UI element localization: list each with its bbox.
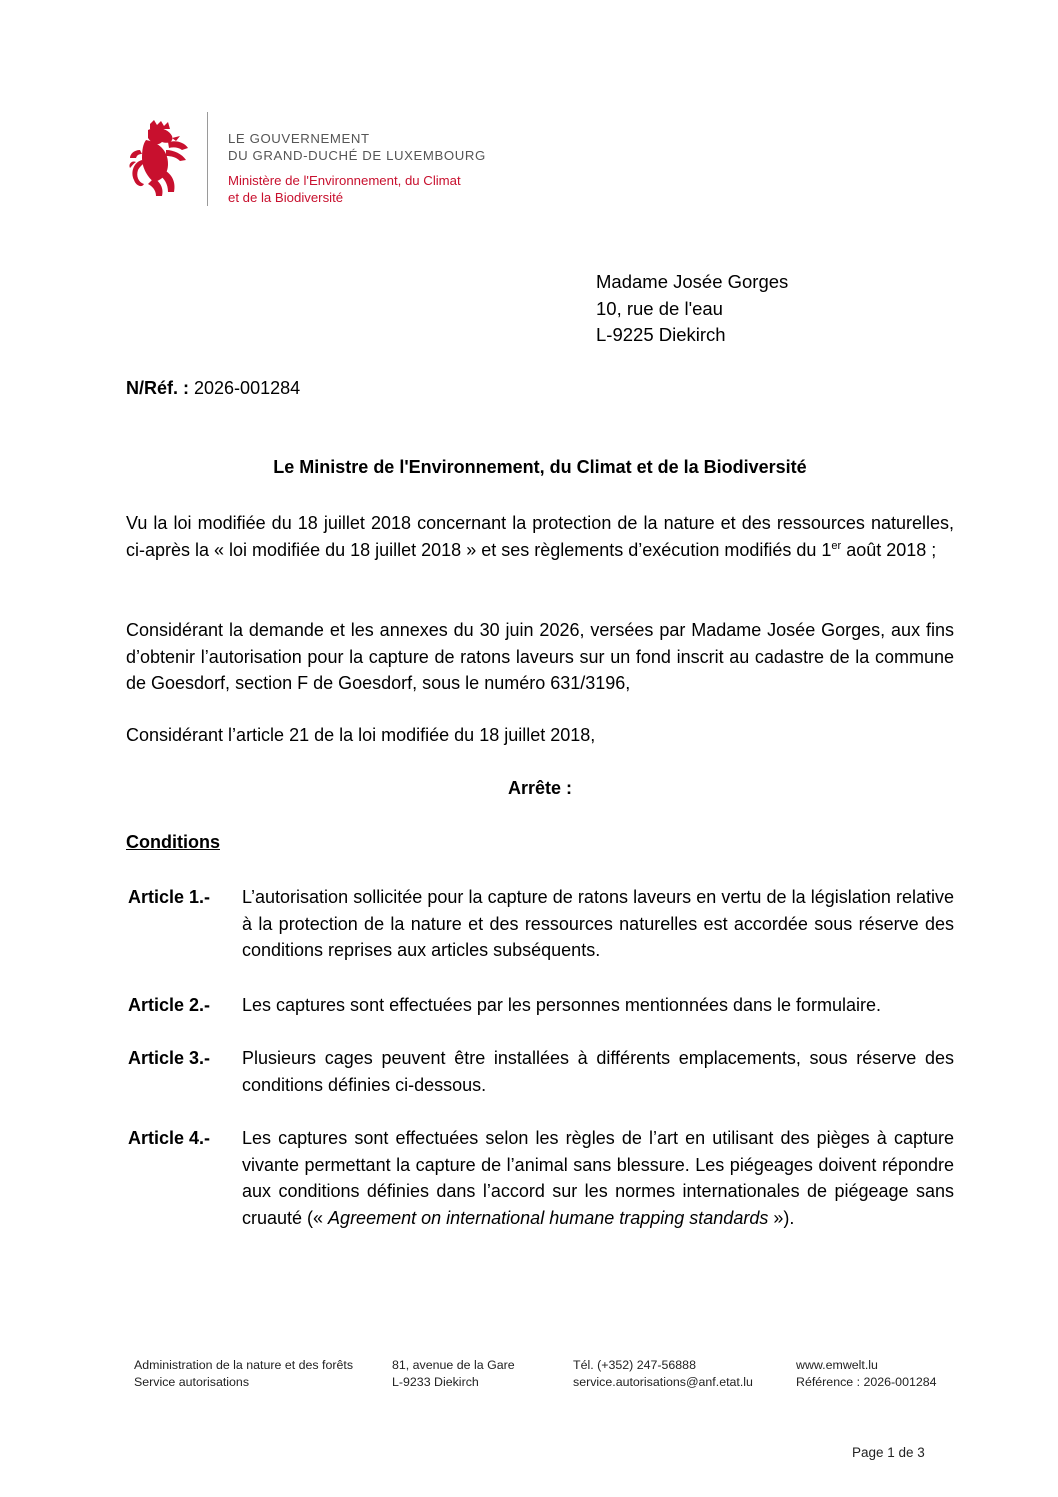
recipient-city: L-9225 Diekirch [596, 324, 726, 345]
recipient-name: Madame Josée Gorges [596, 271, 789, 292]
vu-paragraph [126, 510, 954, 563]
article-1-text: L’autorisation sollicitée pour la capture de ratons laveurs en vertu de la législation relative à la protection de la nature et des ressources naturelles est accordée sous réserve des conditions reprises aux articles subséquents. [242, 887, 954, 960]
footer-administration [134, 1357, 353, 1391]
article21-paragraph: Considérant l’article 21 de la loi modifiée du 18 juillet 2018, [126, 725, 596, 745]
article-2-text: Les captures sont effectuées par les personnes mentionnées dans le formulaire. [242, 995, 882, 1015]
footer-street: 81, avenue de la Gare [392, 1358, 515, 1372]
vu-superscript: er [831, 539, 842, 552]
arrete-heading: Arrête : [507, 778, 573, 798]
article-4-text-italic: Agreement on international humane trapping standards [328, 1207, 769, 1228]
vu-text-1: Vu la loi modifiée du 18 juillet 2018 concernant la protection de la nature et des ressources naturelles, ci-après la « loi modifiée du 18 juillet 2018 » et ses règlements d’exécution modifiés du 1 [126, 513, 954, 560]
article-3-label: Article 3.- [128, 1048, 211, 1068]
article-4-label: Article 4.- [128, 1128, 211, 1148]
reference-line [126, 378, 300, 399]
footer-website: www.emwelt.lu [796, 1358, 878, 1372]
gov-line-1: LE GOUVERNEMENT [228, 131, 370, 146]
footer-reference: Référence : 2026-001284 [796, 1375, 937, 1389]
footer-email: service.autorisations@anf.etat.lu [573, 1375, 753, 1389]
footer-phone: Tél. (+352) 247-56888 [573, 1358, 696, 1372]
article-3-text: Plusieurs cages peuvent être installées à différents emplacements, sous réserve des conditions définies ci-dessous. [242, 1048, 954, 1095]
footer-contact [573, 1357, 753, 1391]
footer-address [392, 1357, 515, 1391]
page-number: Page 1 de 3 [852, 1445, 925, 1460]
recipient-street: 10, rue de l'eau [596, 297, 723, 319]
reference-label: N/Réf. : [126, 378, 189, 398]
article-4-text-end: »). [768, 1207, 795, 1228]
reference-value: 2026-001284 [194, 378, 301, 398]
red-lion-icon [128, 120, 198, 198]
footer-web [796, 1357, 937, 1391]
decree-title: Le Ministre de l'Environnement, du Climat et de la Biodiversité [273, 457, 807, 477]
article-4-text [242, 1125, 954, 1231]
header-divider [207, 112, 208, 206]
gov-line-2: DU GRAND-DUCHÉ DE LUXEMBOURG [228, 148, 486, 163]
ministry-line-2: et de la Biodiversité [228, 190, 344, 205]
vu-text-2: août 2018 ; [841, 539, 937, 560]
ministry-line-1: Ministère de l'Environnement, du Climat [228, 173, 461, 188]
ministry-name [228, 172, 461, 206]
demande-paragraph: Considérant la demande et les annexes du 30 juin 2026, versées par Madame Josée Gorges, aux fins d’obtenir l’autorisation pour la capture de ratons laveurs sur un fond inscrit au cadastre de la commune de Goesdorf, section F de Goesdorf, sous le numéro 631/3196, [126, 620, 954, 693]
footer-city: L-9233 Diekirch [392, 1375, 479, 1389]
government-name [228, 130, 486, 164]
recipient-address [596, 269, 788, 349]
conditions-heading: Conditions [126, 832, 220, 852]
article-4-text-main: Les captures sont effectuées selon les règles de l’art en utilisant des pièges à capture vivante permettant la capture de l’animal sans blessure. Les piégeages doivent répondre aux conditions définies dans l’accord sur les normes internationales de piégeage sans cruauté (« [242, 1128, 954, 1228]
article-1-label: Article 1.- [128, 887, 211, 907]
footer-admin-name: Administration de la nature et des forêts [134, 1358, 354, 1372]
footer-service-name: Service autorisations [134, 1375, 250, 1389]
article-2-label: Article 2.- [128, 995, 211, 1015]
